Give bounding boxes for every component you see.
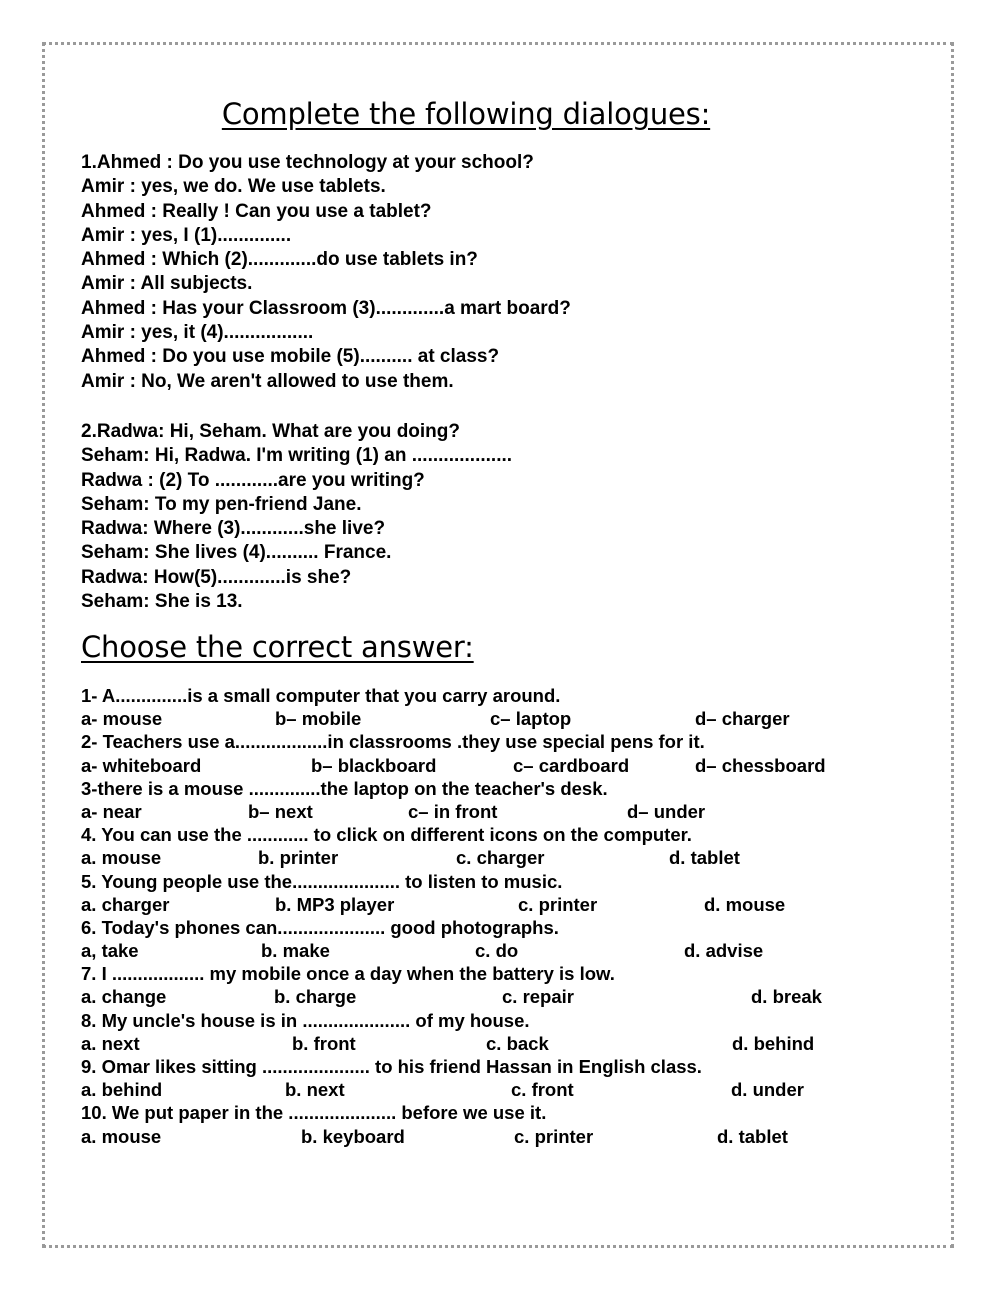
option-a[interactable]: a- whiteboard — [81, 754, 202, 776]
option-a[interactable]: a- near — [81, 800, 142, 822]
dialogue-line: Seham: To my pen-friend Jane. — [81, 493, 362, 515]
option-c[interactable]: c. printer — [514, 1125, 594, 1147]
question: 6. Today's phones can..................... good photographs. — [81, 916, 559, 938]
option-b[interactable]: b. MP3 player — [275, 893, 395, 915]
dialogue-line: Radwa : (2) To ............are you writing? — [81, 469, 425, 491]
dialogue-line: Amir : All subjects. — [81, 273, 253, 295]
question: 7. I .................. my mobile once a day when the battery is low. — [81, 963, 615, 985]
question: 9. Omar likes sitting ..................... to his friend Hassan in English class. — [81, 1056, 702, 1077]
option-b[interactable]: b. keyboard — [301, 1125, 405, 1147]
dialogue-line: Amir : No, We aren't allowed to use them. — [81, 370, 454, 392]
options-row — [81, 1125, 961, 1148]
option-a[interactable]: a- mouse — [81, 708, 163, 730]
options-row — [81, 707, 961, 730]
option-c[interactable]: c– laptop — [490, 708, 572, 730]
option-d[interactable]: d. mouse — [704, 893, 786, 915]
dialogue-line: Radwa: How(5).............is she? — [81, 566, 352, 588]
options-row — [81, 893, 961, 916]
option-b[interactable]: b– next — [248, 800, 313, 822]
option-a[interactable]: a. change — [81, 986, 167, 1008]
options-row — [81, 1078, 961, 1101]
option-c[interactable]: c. front — [511, 1079, 574, 1101]
option-b[interactable]: b. make — [261, 940, 330, 962]
dialogue-1 — [81, 151, 571, 394]
question: 3-there is a mouse ..............the laptop on the teacher's desk. — [81, 777, 608, 799]
question: 4. You can use the ............ to click on different icons on the computer. — [81, 824, 692, 846]
option-d[interactable]: d. behind — [732, 1032, 815, 1054]
dialogue-line: Ahmed : Do you use mobile (5).......... at class? — [81, 346, 500, 368]
dialogue-line: 2.Radwa: Hi, Seham. What are you doing? — [81, 421, 460, 442]
section-title-dialogues: Complete the following dialogues: — [221, 97, 711, 131]
question: 5. Young people use the..................... to listen to music. — [81, 870, 563, 892]
options-row — [81, 985, 961, 1008]
dialogue-line: Amir : yes, it (4)................. — [81, 322, 314, 344]
option-b[interactable]: b. next — [285, 1079, 345, 1101]
options-row — [81, 1032, 961, 1055]
dialogue-line: 1.Ahmed : Do you use technology at your school? — [81, 152, 534, 173]
dialogue-line: Ahmed : Really ! Can you use a tablet? — [81, 200, 432, 222]
options-row — [81, 754, 961, 777]
option-a[interactable]: a, take — [81, 940, 139, 962]
option-d[interactable]: d– charger — [695, 708, 790, 730]
option-a[interactable]: a. mouse — [81, 1125, 162, 1147]
dialogue-line: Ahmed : Which (2).............do use tablets in? — [81, 249, 478, 271]
multiple-choice-list — [81, 684, 961, 1148]
option-d[interactable]: d– chessboard — [695, 754, 826, 776]
option-b[interactable]: b– blackboard — [311, 754, 437, 776]
option-c[interactable]: c. printer — [518, 893, 598, 915]
option-c[interactable]: c– cardboard — [513, 754, 630, 776]
option-b[interactable]: b. front — [292, 1032, 356, 1054]
option-b[interactable]: b. printer — [258, 847, 339, 869]
option-c[interactable]: c. charger — [456, 847, 545, 869]
option-a[interactable]: a. charger — [81, 893, 170, 915]
option-d[interactable]: d– under — [627, 800, 706, 822]
question: 8. My uncle's house is in ..................... of my house. — [81, 1009, 530, 1031]
dialogue-line: Amir : yes, I (1).............. — [81, 224, 292, 246]
option-a[interactable]: a. next — [81, 1032, 140, 1054]
options-row — [81, 846, 961, 869]
dialogue-line: Radwa: Where (3)............she live? — [81, 518, 386, 540]
option-b[interactable]: b– mobile — [275, 708, 362, 730]
option-c[interactable]: c– in front — [408, 800, 498, 822]
option-d[interactable]: d. tablet — [717, 1125, 788, 1147]
option-c[interactable]: c. repair — [502, 986, 574, 1008]
dialogue-line: Seham: Hi, Radwa. I'm writing (1) an ................... — [81, 445, 513, 467]
option-c[interactable]: c. do — [475, 940, 519, 962]
question: 10. We put paper in the ..................... before we use it. — [81, 1102, 547, 1124]
question: 2- Teachers use a..................in classrooms .they use special pens for it. — [81, 731, 705, 753]
option-a[interactable]: a. behind — [81, 1079, 163, 1101]
dialogue-line: Amir : yes, we do. We use tablets. — [81, 176, 386, 198]
dialogue-line: Seham: She lives (4).......... France. — [81, 542, 392, 564]
dialogue-line: Seham: She is 13. — [81, 591, 243, 613]
option-d[interactable]: d. under — [731, 1079, 804, 1101]
dialogue-line: Ahmed : Has your Classroom (3).............a mart board? — [81, 297, 571, 319]
option-a[interactable]: a. mouse — [81, 847, 162, 869]
options-row — [81, 800, 961, 823]
option-d[interactable]: d. break — [751, 986, 822, 1008]
dialogue-2 — [81, 420, 512, 614]
option-d[interactable]: d. advise — [684, 940, 764, 962]
question: 1- A..............is a small computer that you carry around. — [81, 685, 561, 706]
option-d[interactable]: d. tablet — [669, 847, 740, 869]
option-b[interactable]: b. charge — [274, 986, 357, 1008]
options-row — [81, 939, 961, 962]
option-c[interactable]: c. back — [486, 1032, 549, 1054]
section-title-choose: Choose the correct answer: — [81, 630, 474, 664]
